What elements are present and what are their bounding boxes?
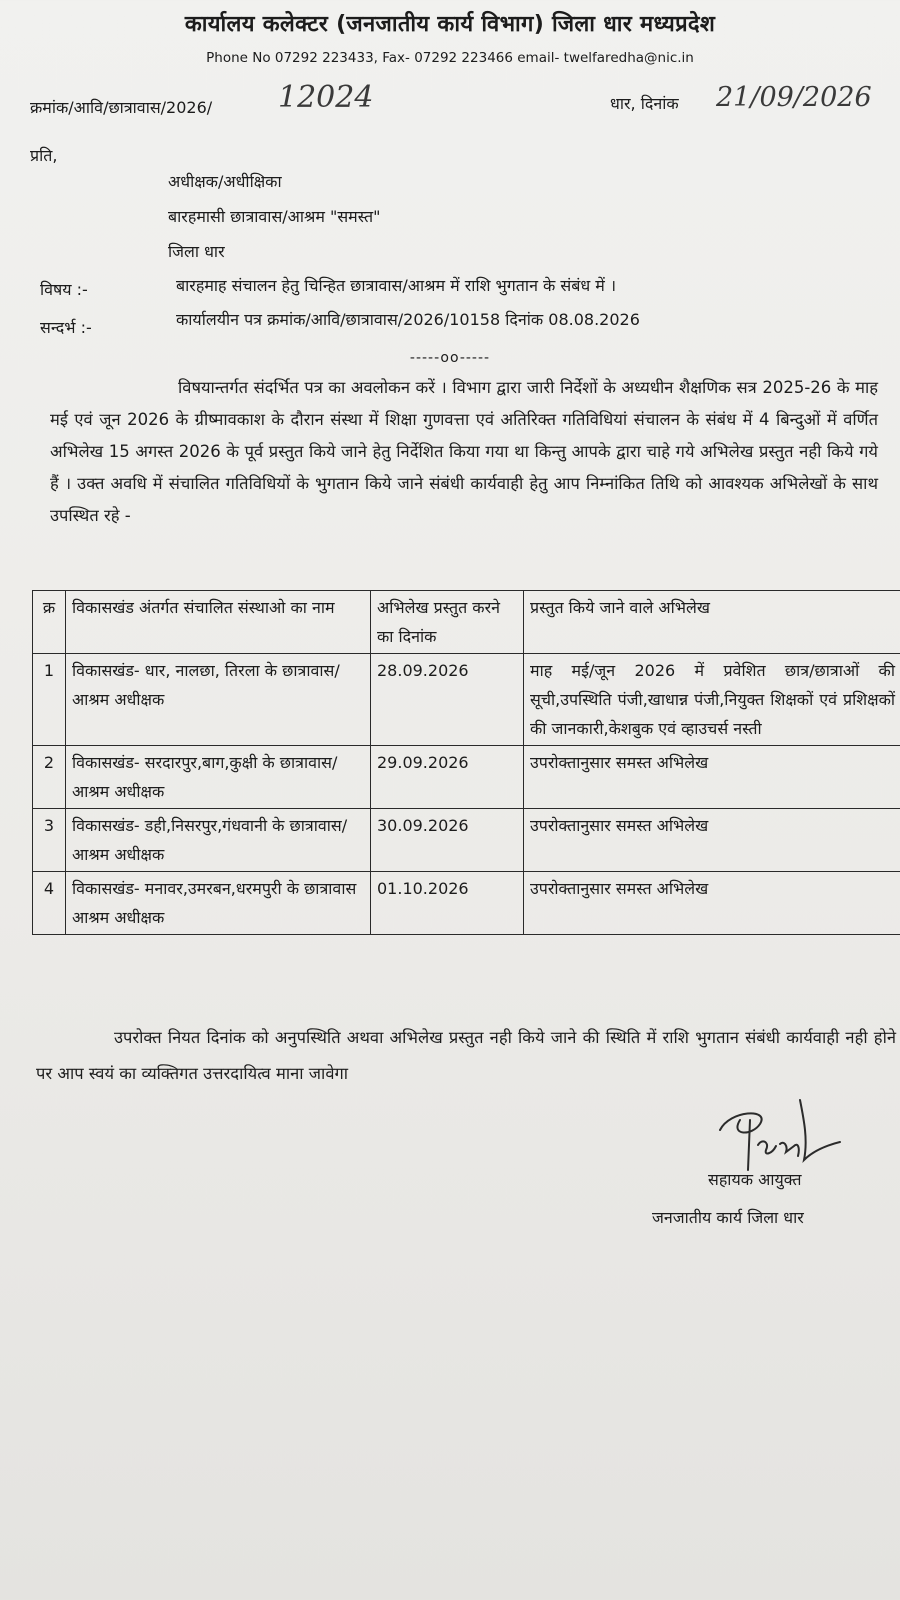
reference-label: सन्दर्भ :- [40, 318, 92, 337]
reference-number-handwritten: 12024 [278, 80, 374, 115]
header-sn: क्र [33, 591, 66, 654]
to-label: प्रति, [30, 146, 58, 165]
row-sn: 1 [33, 654, 66, 746]
signatory-designation: सहायक आयुक्त [708, 1170, 802, 1189]
row-records: उपरोक्तानुसार समस्त अभिलेख [524, 746, 900, 809]
header-date: अभिलेख प्रस्तुत करने का दिनांक [371, 591, 524, 654]
contact-line: Phone No 07292 223433, Fax- 07292 223466 email- twelfaredha@nic.in [206, 50, 694, 66]
row-institution: विकासखंड- मनावर,उमरबन,धरमपुरी के छात्रावास आश्रम अधीक्षक [66, 872, 371, 935]
subject-label: विषय :- [40, 280, 88, 299]
row-institution: विकासखंड- धार, नालछा, तिरला के छात्रावास/आश्रम अधीक्षक [66, 654, 371, 746]
table-row [33, 872, 900, 935]
signatory-department: जनजातीय कार्य जिला धार [652, 1208, 804, 1227]
row-sn: 4 [33, 872, 66, 935]
table-header-row [33, 591, 900, 654]
date-handwritten: 21/09/2026 [716, 82, 872, 113]
addressee-line-3: जिला धार [168, 242, 225, 261]
subject-text: बारहमाह संचालन हेतु चिन्हित छात्रावास/आश्रम में राशि भुगतान के संबंध में । [176, 276, 617, 295]
row-institution: विकासखंड- सरदारपुर,बाग,कुक्षी के छात्रावास/आश्रम अधीक्षक [66, 746, 371, 809]
addressee-line-2: बारहमासी छात्रावास/आश्रम "समस्त" [168, 207, 381, 226]
reference-text: कार्यालयीन पत्र क्रमांक/आवि/छात्रावास/2026/10158 दिनांक 08.08.2026 [176, 310, 640, 329]
row-date: 01.10.2026 [371, 872, 524, 935]
row-institution: विकासखंड- डही,निसरपुर,गंधवानी के छात्रावास/आश्रम अधीक्षक [66, 809, 371, 872]
row-date: 28.09.2026 [371, 654, 524, 746]
row-records: माह मई/जून 2026 में प्रवेशित छात्र/छात्राओं की सूची,उपस्थिति पंजी,खाधान्न पंजी,नियुक्त शिक्षकों एवं प्रशिक्षकों की जानकारी,केशबुक एवं व्हाउचर्स नस्ती [524, 654, 900, 746]
closing-paragraph: उपरोक्त नियत दिनांक को अनुपस्थिति अथवा अभिलेख प्रस्तुत नही किये जाने की स्थिति में राशि भुगतान संबंधी कार्यवाही नही होने पर आप स्वयं का व्यक्तिगत उत्तरदायित्व माना जावेगा [36, 1028, 896, 1083]
separator: -----oo----- [409, 350, 491, 366]
table-row [33, 809, 900, 872]
body-paragraph: विषयान्तर्गत संदर्भित पत्र का अवलोकन करें । विभाग द्वारा जारी निर्देशों के अध्यधीन शैक्षणिक सत्र 2025-26 के माह मई एवं जून 2026 के ग्रीष्मावकाश के दौरान संस्था में शिक्षा गुणवत्ता एवं अतिरिक्त गतिविधियां संचालन के संबंध में 4 बिन्दुओं में वर्णित अभिलेख 15 अगस्त 2026 के पूर्व प्रस्तुत किये जाने हेतु निर्देशित किया गया था किन्तु आपके द्वारा चाहे गये अभिलेख प्रस्तुत नही किये गये हैं । उक्त अवधि में संचालित गतिविधियों के भुगतान किये जाने संबंधी कार्यवाही हेतु आप निम्नांकित तिथि को आवश्यक अभिलेखों के साथ उपस्थित रहे - [50, 378, 878, 525]
addressee-line-1: अधीक्षक/अधीक्षिका [168, 172, 282, 191]
row-sn: 2 [33, 746, 66, 809]
office-title: कार्यालय कलेक्टर (जनजातीय कार्य विभाग) जिला धार मध्यप्रदेश [184, 12, 716, 37]
row-records: उपरोक्तानुसार समस्त अभिलेख [524, 872, 900, 935]
table-row [33, 746, 900, 809]
header-records: प्रस्तुत किये जाने वाले अभिलेख [524, 591, 900, 654]
row-date: 29.09.2026 [371, 746, 524, 809]
date-label: धार, दिनांक [610, 94, 679, 113]
header-institution: विकासखंड अंतर्गत संचालित संस्थाओ का नाम [66, 591, 371, 654]
reference-number-prefix: क्रमांक/आवि/छात्रावास/2026/ [30, 98, 213, 117]
records-table [32, 590, 900, 935]
table-row [33, 654, 900, 746]
row-sn: 3 [33, 809, 66, 872]
row-date: 30.09.2026 [371, 809, 524, 872]
row-records: उपरोक्तानुसार समस्त अभिलेख [524, 809, 900, 872]
